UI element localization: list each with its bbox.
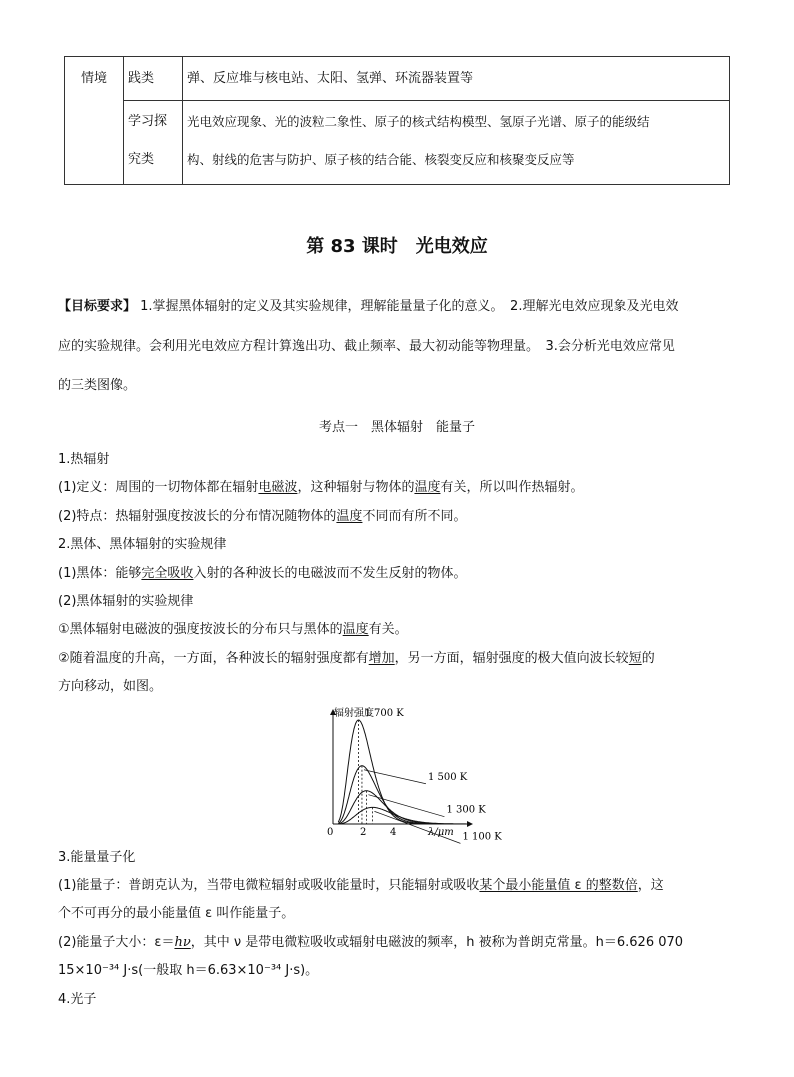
x-tick-label-1: 2	[360, 827, 367, 838]
s3-blank-2: hν	[174, 935, 191, 950]
s2-law-1: ①黑体辐射电磁波的强度按波长的分布只与黑体的温度有关。	[58, 622, 408, 637]
series-label-3: 1 100 K	[462, 831, 502, 843]
content-cell-1	[183, 57, 730, 101]
objectives-line-1	[58, 297, 678, 317]
s1-heading: 1.热辐射	[58, 452, 110, 467]
context-table	[64, 56, 730, 185]
series-label-2: 1 300 K	[446, 804, 486, 816]
s4-heading: 4.光子	[58, 992, 97, 1007]
objectives-line-2: 应的实验规律。会利用光电效应方程计算逸出功、截止频率、最大初动能等物理量。 3.会分析光电效应常见	[58, 339, 675, 354]
s3-blank-1: 某个最小能量值 ε 的整数倍	[479, 878, 638, 893]
s2-blank-4: 短	[628, 651, 642, 666]
s2-law-2-cont: 方向移动，如图。	[58, 679, 163, 694]
s2-law-2: ②随着温度的升高，一方面，各种波长的辐射强度都有增加，另一方面，辐射强度的极大值向波长较短的	[58, 651, 655, 666]
category-label-2b: 究类	[128, 152, 155, 167]
series-label-0: 1 700 K	[364, 708, 404, 719]
objectives-text-1: 1.掌握黑体辐射的定义及其实验规律，理解能量量子化的意义。 2.理解光电效应现象及光电效	[136, 299, 679, 314]
category-cell-2	[124, 101, 183, 185]
s3-quantum-cont: 个不可再分的最小能量值 ε 叫作能量子。	[58, 906, 295, 921]
s3-size: (2)能量子大小：ε＝hν，其中 ν 是带电微粒吸收或辐射电磁波的频率，h 被称为普朗克常量。h＝6.626 070	[58, 935, 684, 950]
s3-size-cont: 15×10⁻³⁴ J·s(一般取 h＝6.63×10⁻³⁴ J·s)。	[58, 963, 319, 978]
category-label-2a: 学习探	[128, 114, 168, 129]
content-text-1: 弹、反应堆与核电站、太阳、氢弹、环流器装置等	[187, 71, 474, 86]
s2-blank-1: 完全吸收	[141, 566, 194, 581]
context-label: 情境	[81, 71, 108, 86]
s3-quantum: (1)能量子：普朗克认为，当带电微粒辐射或吸收能量时，只能辐射或吸收某个最小能量值 ε 的整数倍，这	[58, 878, 664, 893]
x-tick-label-2: 4	[390, 827, 397, 838]
s1-blank-2: 温度	[414, 480, 441, 495]
s2-blackbody: (1)黑体：能够完全吸收入射的各种波长的电磁波而不发生反射的物体。	[58, 566, 467, 581]
s2-blank-3: 增加	[368, 651, 395, 666]
s2-law-heading: (2)黑体辐射的实验规律	[58, 594, 194, 609]
s1-blank-1: 电磁波	[258, 480, 298, 495]
s2-blank-2: 温度	[342, 622, 369, 637]
section-title: 考点一 黑体辐射 能量子	[318, 420, 475, 435]
x-axis-label: λ/μm	[428, 827, 454, 838]
lesson-title: 第 83 课时 光电效应	[306, 236, 488, 257]
context-label-cell	[65, 57, 124, 185]
s2-heading: 2.黑体、黑体辐射的实验规律	[58, 537, 227, 552]
objectives-label: 【目标要求】	[58, 299, 137, 314]
s1-blank-3: 温度	[336, 509, 363, 524]
y-axis-label: 辐射强度	[334, 708, 374, 719]
s1-definition: (1)定义：周围的一切物体都在辐射电磁波，这种辐射与物体的温度有关，所以叫作热辐射。	[58, 480, 584, 495]
blackbody-radiation-chart	[320, 704, 502, 843]
content-text-2a: 光电效应现象、光的波粒二象性、原子的核式结构模型、氢原子光谱、原子的能级结	[187, 114, 650, 129]
s1-feature: (2)特点：热辐射强度按波长的分布情况随物体的温度不同而有所不同。	[58, 509, 467, 524]
objectives-line-3: 的三类图像。	[58, 378, 137, 393]
content-cell-2	[183, 101, 730, 185]
category-label-1: 践类	[128, 71, 155, 86]
category-cell-1	[124, 57, 183, 101]
content-text-2b: 构、射线的危害与防护、原子核的结合能、核裂变反应和核聚变反应等	[187, 152, 575, 167]
x-tick-label-0: 0	[327, 827, 334, 838]
s3-heading: 3.能量量子化	[58, 850, 136, 865]
series-label-1: 1 500 K	[427, 771, 468, 783]
